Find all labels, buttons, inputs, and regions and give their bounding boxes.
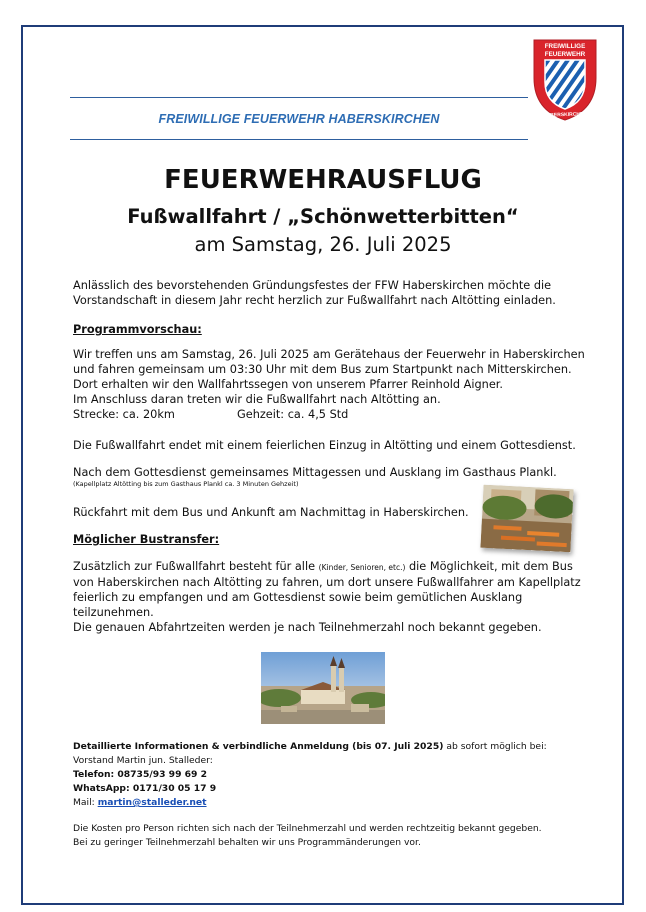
svg-text:HABERSKIRCHEN: HABERSKIRCHEN xyxy=(542,111,588,119)
bus-paragraph xyxy=(73,559,581,635)
change-note: Bei zu geringer Teilnehmerzahl behalten wir uns Programmänderungen vor. xyxy=(73,837,421,848)
header-rule-top xyxy=(70,97,528,98)
subtitle: Fußwallfahrt / „Schönwetterbitten“ xyxy=(127,205,519,228)
bus-line xyxy=(73,559,581,575)
program-line: und fahren gemeinsam um 03:30 Uhr mit dem Bus zum Startpunkt nach Mitterskirchen. xyxy=(73,363,572,376)
contact-block xyxy=(73,740,547,810)
route-stats xyxy=(73,407,585,422)
registration-info xyxy=(73,740,547,754)
lunch-text: Nach dem Gottesdienst gemeinsames Mittagessen und Ausklang im Gasthaus Plankl. xyxy=(73,466,557,479)
footer-notes xyxy=(73,822,542,850)
whatsapp-number: WhatsApp: 0171/30 05 17 9 xyxy=(73,783,217,794)
email-link[interactable]: martin@stalleder.net xyxy=(97,797,207,808)
lunch-note: (Kapellplatz Altötting bis zum Gasthaus Plankl ca. 3 Minuten Gehzeit) xyxy=(73,480,299,488)
mail-row xyxy=(73,796,547,810)
program-line: Wir treffen uns am Samstag, 26. Juli 2025 am Gerätehaus der Feuerwehr in Haberskirchen xyxy=(73,348,585,361)
altoetting-town-photo xyxy=(261,652,385,724)
registration-info-bold: Detaillierte Informationen & verbindliche Anmeldung (bis 07. Juli 2025) xyxy=(73,741,444,752)
bus-line: von Haberskirchen nach Altötting zu fahren, um dort unsere Fußwallfahrer am Kapellplatz xyxy=(73,576,581,589)
intro-paragraph xyxy=(73,278,556,308)
main-title: FEUERWEHRAUSFLUG xyxy=(164,165,482,195)
program-line: Im Anschluss daran treten wir die Fußwallfahrt nach Altötting an. xyxy=(73,393,441,406)
contact-person: Vorstand Martin jun. Stalleder: xyxy=(73,755,213,766)
arrival-text: Die Fußwallfahrt endet mit einem feierlichen Einzug in Altötting und einem Gottesdienst. xyxy=(73,439,576,452)
event-date: am Samstag, 26. Juli 2025 xyxy=(194,233,452,256)
organization-name: FREIWILLIGE FEUERWEHR HABERSKIRCHEN xyxy=(158,112,440,126)
bus-line: feierlich zu empfangen und am Gottesdienst sowie beim gemütlichen Ausklang xyxy=(73,591,523,604)
bus-line: teilzunehmen. xyxy=(73,606,154,619)
bus-line: Die genauen Abfahrtzeiten werden je nach Teilnehmerzahl noch bekannt gegeben. xyxy=(73,621,542,634)
bus-heading: Möglicher Bustransfer: xyxy=(73,533,220,546)
program-heading: Programmvorschau: xyxy=(73,323,202,336)
program-line: Dort erhalten wir den Wallfahrtssegen von unserem Pfarrer Reinhold Aigner. xyxy=(73,378,503,391)
walk-time: Gehzeit: ca. 4,5 Std xyxy=(237,408,349,421)
svg-text:FREIWILLIGE: FREIWILLIGE xyxy=(544,43,586,50)
program-paragraph xyxy=(73,347,585,422)
beer-garden-photo xyxy=(480,485,573,553)
intro-line: Vorstandschaft in diesem Jahr recht herzlich zur Fußwallfahrt nach Altötting einladen. xyxy=(73,294,556,307)
distance: Strecke: ca. 20km xyxy=(73,408,175,421)
svg-text:FEUERWEHR: FEUERWEHR xyxy=(544,51,586,58)
bus-line-part: Zusätzlich zur Fußwallfahrt besteht für alle xyxy=(73,560,319,573)
intro-line: Anlässlich des bevorstehenden Gründungsfestes der FFW Haberskirchen möchte die xyxy=(73,279,552,292)
bus-line-part: die Möglichkeit, mit dem Bus xyxy=(405,560,573,573)
header-rule-bottom xyxy=(70,139,528,140)
mail-label: Mail: xyxy=(73,797,98,808)
cost-note: Die Kosten pro Person richten sich nach der Teilnehmerzahl und werden rechtzeitig bekannt gegeben. xyxy=(73,823,542,834)
fire-brigade-crest-logo xyxy=(532,38,598,122)
phone-number: Telefon: 08735/93 99 69 2 xyxy=(73,769,208,780)
target-group-note: (Kinder, Senioren, etc.) xyxy=(318,563,406,572)
registration-info-rest: ab sofort möglich bei: xyxy=(443,741,547,752)
return-text: Rückfahrt mit dem Bus und Ankunft am Nachmittag in Haberskirchen. xyxy=(73,506,469,519)
